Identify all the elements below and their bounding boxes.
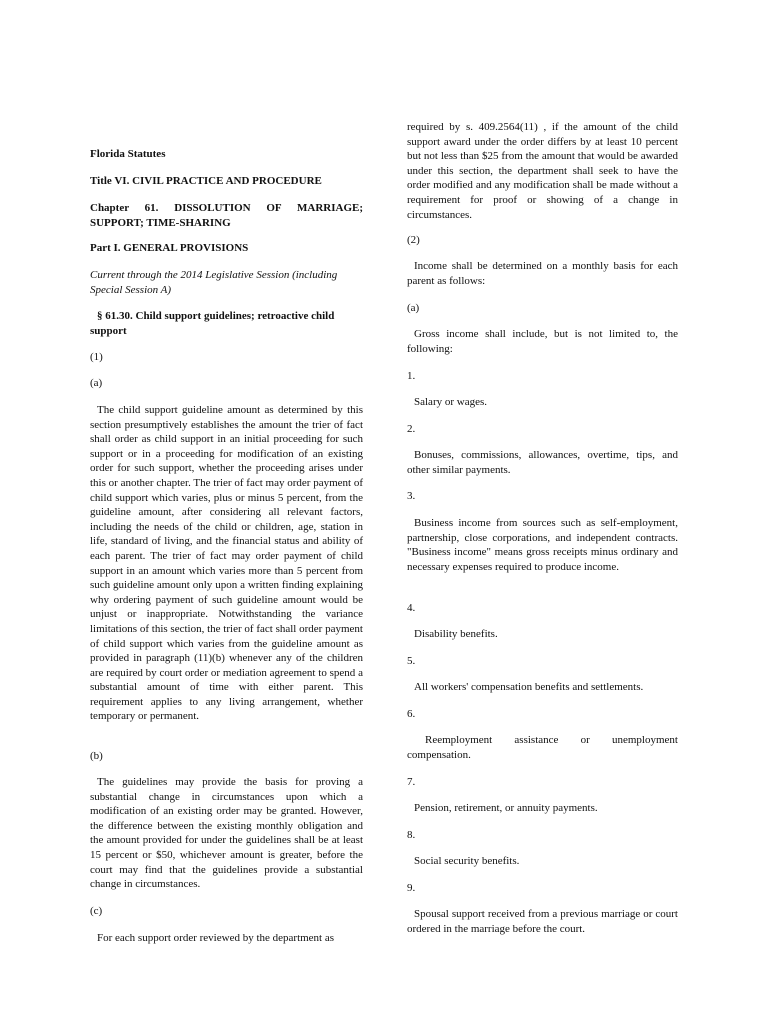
item-9-text: Spousal support received from a previous marriage or court ordered in the marriage before the court. (407, 908, 678, 935)
item-3-number: 3. (407, 490, 416, 502)
item-7-text: Pension, retirement, or annuity payments. (414, 802, 598, 814)
paragraph-1b-text: The guidelines may provide the basis for proving a substantial change in circumstances upon which a modification of an existing order may be granted. However, the difference between the existing monthly obligation and the amount provided for under the guidelines shall be at least 15 percent or $50, whichever amount is greater, before the court may find that the guidelines provide a substantial change in circumstances. (90, 776, 363, 891)
paragraph-1c-label: (c) (90, 905, 103, 917)
item-3-text: Business income from sources such as self-employment, partnership, close corporations, and independent contracts. "Business income" means gross receipts minus ordinary and necessary expenses required to produce income. (407, 517, 678, 573)
item-5-text: All workers' compensation benefits and settlements. (414, 681, 644, 693)
item-2-number: 2. (407, 423, 416, 435)
title-heading: Title VI. CIVIL PRACTICE AND PROCEDURE (90, 175, 322, 187)
item-6-number: 6. (407, 708, 416, 720)
item-8-text: Social security benefits. (414, 855, 520, 867)
paragraph-1b-label: (b) (90, 750, 103, 762)
currency-note: Current through the 2014 Legislative Session (including Special Session A) (90, 269, 338, 296)
item-4-text: Disability benefits. (414, 628, 498, 640)
subsection-2-label: (2) (407, 234, 420, 246)
item-4-number: 4. (407, 602, 416, 614)
part-heading: Part I. GENERAL PROVISIONS (90, 242, 249, 254)
paragraph-1c-text-continued: required by s. 409.2564(11) , if the amount of the child support award under the order differs by at least 10 percent but not less than $25 from the amount that would be awarded under this section, the department shall seek to have the order modified and any modification shall be made without a requirement for proof or showing of a change in circumstances. (407, 121, 678, 221)
item-1-number: 1. (407, 370, 416, 382)
paragraph-2a-text: Gross income shall include, but is not limited to, the following: (407, 328, 678, 355)
item-7-number: 7. (407, 776, 416, 788)
source-heading: Florida Statutes (90, 148, 166, 160)
item-6-text: Reemployment assistance or unemployment compensation. (407, 734, 678, 761)
item-8-number: 8. (407, 829, 416, 841)
section-heading: § 61.30. Child support guidelines; retroactive child support (90, 310, 335, 337)
paragraph-1a-label: (a) (90, 377, 103, 389)
subsection-1-label: (1) (90, 351, 103, 363)
item-1-text: Salary or wages. (414, 396, 488, 408)
paragraph-1c-text-start: For each support order reviewed by the department as (97, 932, 335, 944)
chapter-heading: Chapter 61. DISSOLUTION OF MARRIAGE; SUPPORT; TIME-SHARING (90, 202, 363, 229)
paragraph-1a-text: The child support guideline amount as determined by this section presumptively establishes the amount the trier of fact shall order as child support in an initial proceeding for such support or in a proceeding for modification of an existing order for such support, whether the proceeding arises under this or another chapter. The trier of fact may order payment of child support which varies, plus or minus 5 percent, from the guideline amount, after considering all relevant factors, including the needs of the child or children, age, station in life, standard of living, and the financial status and ability of each parent. The trier of fact may order payment of child support in an amount which varies more than 5 percent from such guideline amount only upon a written finding explaining why ordering payment of such guideline amount would be unjust or inappropriate. Notwithstanding the variance limitations of this section, the trier of fact shall order payment of child support which varies from the guideline amount as provided in paragraph (11)(b) whenever any of the children are required by court order or mediation agreement to spend a substantial amount of time with either parent. This requirement applies to any living arrangement, whether temporary or permanent. (90, 404, 363, 723)
item-9-number: 9. (407, 882, 416, 894)
item-5-number: 5. (407, 655, 416, 667)
paragraph-2-text: Income shall be determined on a monthly basis for each parent as follows: (407, 260, 678, 287)
paragraph-2a-label: (a) (407, 302, 420, 314)
item-2-text: Bonuses, commissions, allowances, overtime, tips, and other similar payments. (407, 449, 678, 476)
